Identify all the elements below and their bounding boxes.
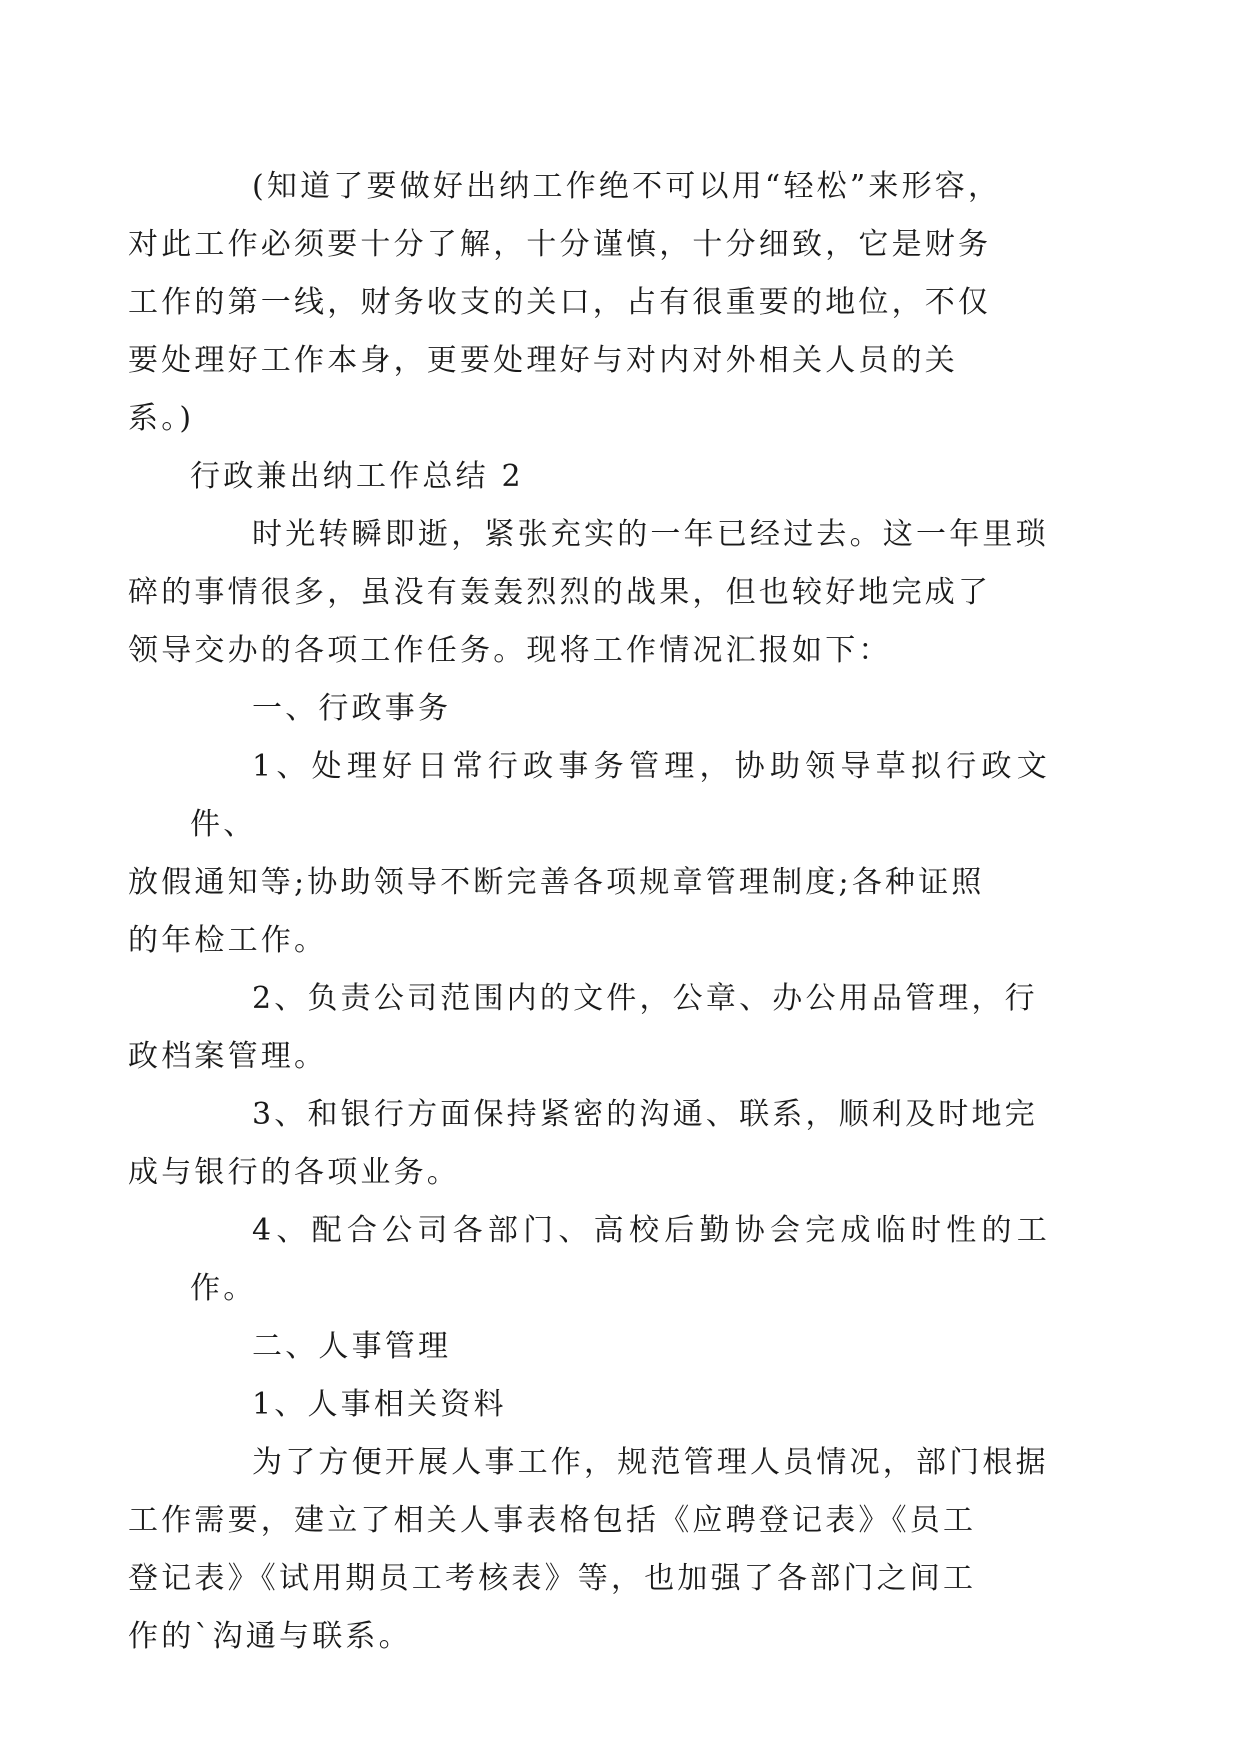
text-line: (知道了要做好出纳工作绝不可以用“轻松”来形容， xyxy=(252,169,1002,204)
text-line: 登记表》《试用期员工考核表》等，也加强了各部门之间工 xyxy=(128,1561,977,1596)
text-line: 作的`沟通与联系。 xyxy=(128,1619,412,1654)
heading-hr-management xyxy=(190,1318,1050,1376)
text-line: 2、负责公司范围内的文件，公章、办公用品管理，行 xyxy=(252,981,1038,1016)
section-title xyxy=(190,448,1050,506)
text-line: 一、行政事务 xyxy=(252,691,452,726)
paragraph-hr-forms xyxy=(128,1434,1050,1666)
paragraph-cashier-note xyxy=(128,158,1050,448)
text-line: 成与银行的各项业务。 xyxy=(128,1155,460,1190)
text-line: 工作的第一线，财务收支的关口，占有很重要的地位，不仅 xyxy=(128,285,992,320)
text-line: 领导交办的各项工作任务。现将工作情况汇报如下： xyxy=(128,633,892,668)
text-line: 行政兼出纳工作总结 2 xyxy=(190,459,524,494)
text-line: 二、人事管理 xyxy=(252,1329,452,1364)
text-line: 4、配合公司各部门、高校后勤协会完成临时性的工作。 xyxy=(190,1213,1050,1306)
text-line: 政档案管理。 xyxy=(128,1039,328,1074)
paragraph-item-2 xyxy=(128,970,1050,1086)
text-line: 3、和银行方面保持紧密的沟通、联系，顺利及时地完 xyxy=(252,1097,1038,1132)
text-line: 1、处理好日常行政事务管理，协助领导草拟行政文件、 xyxy=(190,749,1050,842)
paragraph-item-1 xyxy=(128,738,1050,970)
text-line: 要处理好工作本身，更要处理好与对内对外相关人员的关 xyxy=(128,343,958,378)
text-line: 为了方便开展人事工作，规范管理人员情况，部门根据 xyxy=(252,1445,1049,1480)
paragraph-item-4 xyxy=(190,1202,1050,1318)
text-line: 系。) xyxy=(128,401,195,436)
text-line: 碎的事情很多，虽没有轰轰烈烈的战果，但也较好地完成了 xyxy=(128,575,992,610)
document-body xyxy=(128,158,1050,1666)
text-line: 工作需要，建立了相关人事表格包括《应聘登记表》《员工 xyxy=(128,1503,977,1538)
paragraph-item-3 xyxy=(128,1086,1050,1202)
text-line: 的年检工作。 xyxy=(128,923,328,958)
text-line: 1、人事相关资料 xyxy=(252,1387,507,1422)
text-line: 时光转瞬即逝，紧张充实的一年已经过去。这一年里琐 xyxy=(252,517,1049,552)
heading-hr-materials xyxy=(190,1376,1050,1434)
heading-admin-affairs xyxy=(190,680,1050,738)
text-line: 对此工作必须要十分了解，十分谨慎，十分细致，它是财务 xyxy=(128,227,992,262)
paragraph-intro xyxy=(128,506,1050,680)
text-line: 放假通知等;协助领导不断完善各项规章管理制度;各种证照 xyxy=(128,865,985,900)
